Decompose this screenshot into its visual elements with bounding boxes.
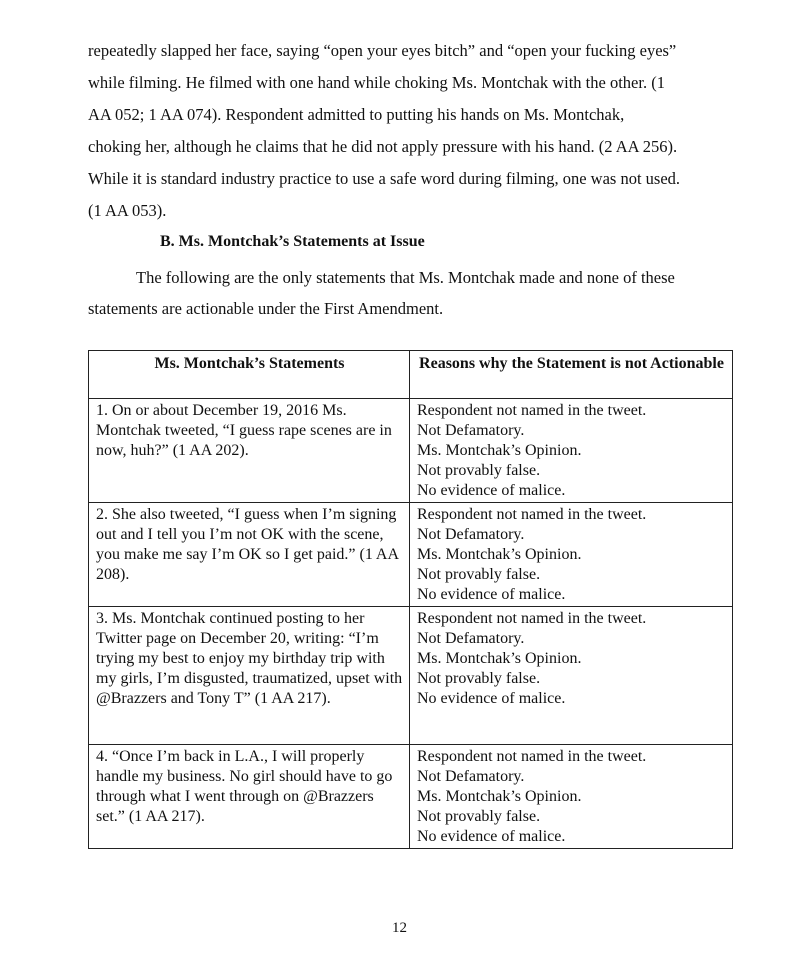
table-row	[89, 745, 733, 849]
statement-cell: 3. Ms. Montchak continued posting to her Twitter page on December 20, writing: “I’m trying my best to enjoy my birthday trip with my girls, I’m disgusted, traumatized, upset with @Brazzers and Tony T” (1 AA 217).	[89, 607, 410, 745]
body-line: While it is standard industry practice to use a safe word during filming, one was not used.	[88, 169, 681, 188]
reasons-cell	[410, 745, 733, 849]
reason-item: Not provably false.	[417, 808, 541, 825]
reason-item: Not Defamatory.	[417, 422, 525, 439]
header-reasons: Reasons why the Statement is not Actionable	[410, 351, 733, 399]
table-row	[89, 399, 733, 503]
statement-cell: 1. On or about December 19, 2016 Ms. Montchak tweeted, “I guess rape scenes are in now, huh?” (1 AA 202).	[89, 399, 410, 503]
reason-item: No evidence of malice.	[417, 482, 566, 499]
intro-line: The following are the only statements that Ms. Montchak made and none of these	[136, 268, 675, 287]
body-line: choking her, although he claims that he did not apply pressure with his hand. (2 AA 256).	[88, 137, 678, 156]
table-row	[89, 503, 733, 607]
reasons-cell	[410, 503, 733, 607]
body-line: (1 AA 053).	[88, 201, 167, 220]
reason-item: Ms. Montchak’s Opinion.	[417, 650, 582, 667]
section-heading: B. Ms. Montchak’s Statements at Issue	[160, 233, 425, 250]
reason-item: Respondent not named in the tweet.	[417, 506, 647, 523]
reasons-cell	[410, 607, 733, 745]
table-header-row	[89, 351, 733, 399]
reason-item: Not provably false.	[417, 670, 541, 687]
reason-item: Ms. Montchak’s Opinion.	[417, 442, 582, 459]
reason-item: Not Defamatory.	[417, 768, 525, 785]
reason-item: Respondent not named in the tweet.	[417, 402, 647, 419]
reason-item: Not provably false.	[417, 566, 541, 583]
reason-item: Not Defamatory.	[417, 526, 525, 543]
body-line: while filming. He filmed with one hand while choking Ms. Montchak with the other. (1	[88, 73, 665, 92]
reason-item: No evidence of malice.	[417, 828, 566, 845]
reason-item: Not Defamatory.	[417, 630, 525, 647]
page-number: 12	[392, 920, 407, 936]
intro-line: statements are actionable under the First Amendment.	[88, 299, 444, 318]
body-line: repeatedly slapped her face, saying “open your eyes bitch” and “open your fucking eyes”	[88, 41, 677, 60]
reason-item: No evidence of malice.	[417, 586, 566, 603]
statement-cell: 4. “Once I’m back in L.A., I will properly handle my business. No girl should have to go through what I went through on @Brazzers set.” (1 AA 217).	[89, 745, 410, 849]
reason-item: Not provably false.	[417, 462, 541, 479]
statement-cell: 2. She also tweeted, “I guess when I’m signing out and I tell you I’m not OK with the scene, you make me say I’m OK so I get paid.” (1 AA 208).	[89, 503, 410, 607]
table-row	[89, 607, 733, 745]
body-line: AA 052; 1 AA 074). Respondent admitted to putting his hands on Ms. Montchak,	[88, 105, 625, 124]
statements-table	[88, 350, 733, 849]
header-statements: Ms. Montchak’s Statements	[89, 351, 410, 399]
reason-item: Ms. Montchak’s Opinion.	[417, 546, 582, 563]
reason-item: Respondent not named in the tweet.	[417, 748, 647, 765]
reason-item: No evidence of malice.	[417, 690, 566, 707]
reasons-cell	[410, 399, 733, 503]
reason-item: Respondent not named in the tweet.	[417, 610, 647, 627]
reason-item: Ms. Montchak’s Opinion.	[417, 788, 582, 805]
